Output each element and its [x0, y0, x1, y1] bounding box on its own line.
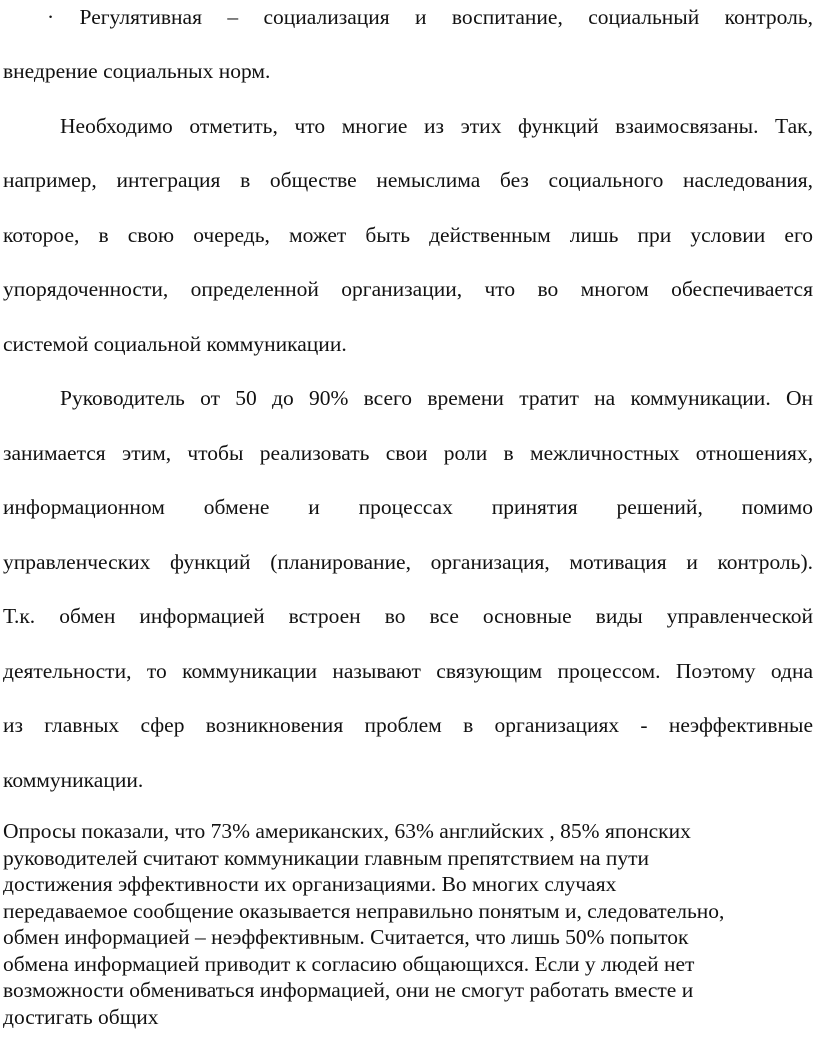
- text-line: передаваемое сообщение оказывается неправильно понятым и, следовательно,: [3, 898, 725, 923]
- text-line: деятельности, то коммуникации называют связующим процессом. Поэтому одна: [3, 659, 813, 683]
- text-line: системой социальной коммуникации.: [3, 332, 347, 356]
- text-line: возможности обмениваться информацией, они не смогут работать вместе и: [3, 978, 694, 1002]
- text-line: информационном обмене и процессах принятия решений, помимо: [3, 495, 813, 519]
- text-line: из главных сфер возникновения проблем в организациях - неэффективные: [3, 713, 813, 737]
- text-line: занимается этим, чтобы реализовать свои роли в межличностных отношениях,: [3, 441, 813, 465]
- text-line: внедрение социальных норм.: [3, 59, 271, 83]
- text-line: управленческих функций (планирование, организация, мотивация и контроль).: [3, 550, 813, 574]
- text-line: обмен информацией – неэффективным. Считается, что лишь 50% попыток: [3, 925, 689, 949]
- text-line: коммуникации.: [3, 768, 144, 792]
- text-line: достижения эффективности их организациями. Во многих случаях: [3, 872, 617, 896]
- text-line: Т.к. обмен информацией встроен во все основные виды управленческой: [3, 604, 813, 628]
- text-line: · Регулятивная – социализация и воспитание, социальный контроль,: [47, 5, 813, 29]
- text-line: упорядоченности, определенной организации, что во многом обеспечивается: [3, 277, 813, 301]
- text-line: Необходимо отметить, что многие из этих функций взаимосвязаны. Так,: [60, 114, 813, 138]
- paragraph-survey-results: [3, 818, 813, 1030]
- text-line: Руководитель от 50 до 90% всего времени тратит на коммуникации. Он: [60, 386, 813, 410]
- text-line: например, интеграция в обществе немыслима без социального наследования,: [3, 168, 813, 192]
- text-line: которое, в свою очередь, может быть действенным лишь при условии его: [3, 223, 813, 247]
- text-line: достигать общих: [3, 1004, 159, 1029]
- text-line: руководителей считают коммуникации главным препятствием на пути: [3, 845, 650, 870]
- text-line: обмена информацией приводит к согласию общающихся. Если у людей нет: [3, 951, 695, 976]
- text-line: Опросы показали, что 73% американских, 63% английских , 85% японских: [3, 819, 691, 843]
